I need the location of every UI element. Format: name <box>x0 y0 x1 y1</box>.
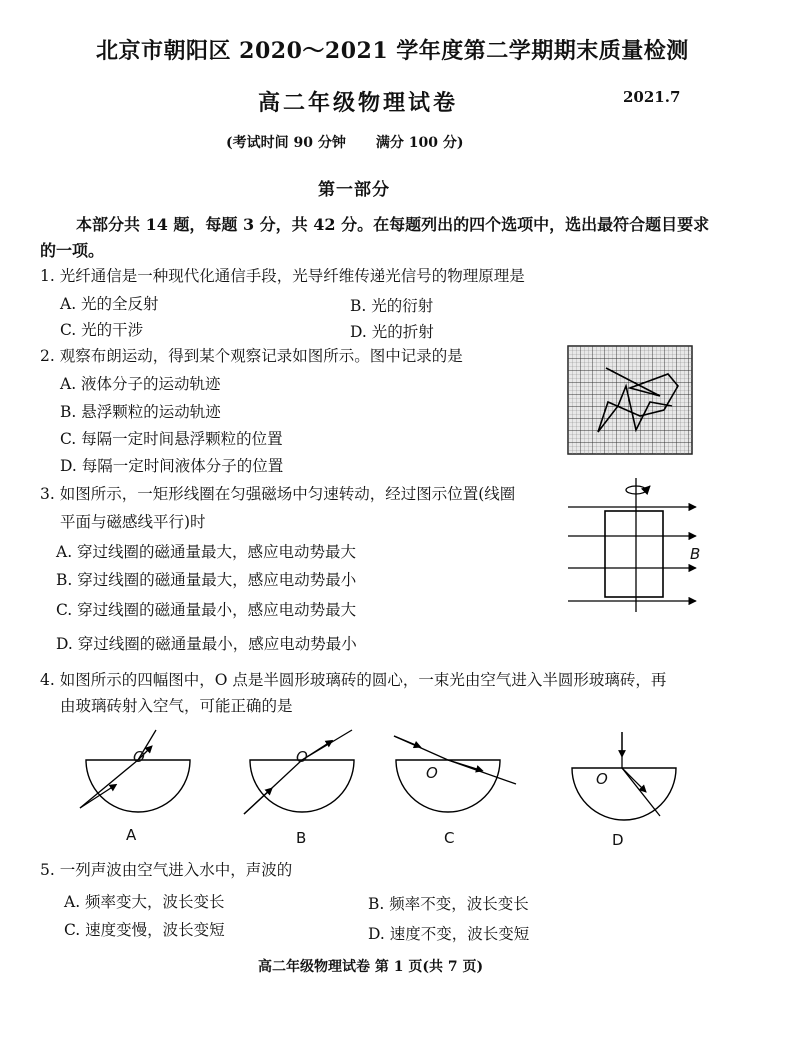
exam-time: (考试时间 90 分钟 <box>226 135 346 151</box>
exam-subtitle: 高二年级物理试卷 <box>258 90 459 116</box>
question-5-option-b: B. 频率不变，波长变长 <box>368 895 529 913</box>
question-5-option-d: D. 速度不变，波长变短 <box>368 925 530 943</box>
figure-label-b: B <box>296 829 307 847</box>
question-3-option-a: A. 穿过线圈的磁通量最大，感应电动势最大 <box>56 543 357 561</box>
question-2-option-a: A. 液体分子的运动轨迹 <box>60 375 221 393</box>
question-3-stem-line-2: 平面与磁感线平行)时 <box>60 513 206 531</box>
center-o-label-b: O <box>296 748 308 766</box>
question-3-option-d: D. 穿过线圈的磁通量最小，感应电动势最小 <box>56 635 357 653</box>
question-3-option-b: B. 穿过线圈的磁通量最大，感应电动势最小 <box>56 571 357 589</box>
exam-title: 北京市朝阳区 2020～2021 学年度第二学期期末质量检测 <box>96 38 689 64</box>
question-4-stem-line-1: 4. 如图所示的四幅图中，O 点是半圆形玻璃砖的圆心，一束光由空气进入半圆形玻璃砖，再 <box>40 671 667 689</box>
rotating-coil-figure <box>568 478 708 628</box>
full-score: 满分 100 分) <box>375 135 464 151</box>
question-3-stem-line-1: 3. 如图所示，一矩形线圈在匀强磁场中匀速转动，经过图示位置(线圈 <box>40 485 516 503</box>
brownian-motion-figure <box>568 346 692 454</box>
figure-label-a: A <box>126 826 137 844</box>
page-footer: 高二年级物理试卷 第 1 页(共 7 页) <box>258 959 484 975</box>
question-1-option-a: A. 光的全反射 <box>60 295 159 313</box>
refraction-figure-c <box>388 728 518 818</box>
figure-label-d: D <box>612 831 624 849</box>
question-2-option-c: C. 每隔一定时间悬浮颗粒的位置 <box>60 430 283 448</box>
section-title: 第一部分 <box>318 180 390 200</box>
center-o-label-c: O <box>426 764 438 782</box>
section-intro-line-1: 本部分共 14 题，每题 3 分，共 42 分。在每题列出的四个选项中，选出最符合题目要求 <box>76 215 710 234</box>
section-intro-line-2: 的一项。 <box>40 241 105 260</box>
question-2-stem: 2. 观察布朗运动，得到某个观察记录如图所示。图中记录的是 <box>40 347 463 365</box>
question-3-option-c: C. 穿过线圈的磁通量最小，感应电动势最大 <box>56 601 357 619</box>
refraction-figure-b <box>240 728 360 818</box>
figure-label-c: C <box>444 829 455 847</box>
question-1-option-c: C. 光的干涉 <box>60 321 144 339</box>
exam-info <box>226 132 463 152</box>
question-1-option-b: B. 光的衍射 <box>350 297 434 315</box>
question-5-stem: 5. 一列声波由空气进入水中，声波的 <box>40 861 293 879</box>
center-o-label-a: O <box>133 748 145 766</box>
refraction-figure-d <box>566 728 686 820</box>
exam-date: 2021.7 <box>623 88 681 106</box>
refraction-figure-a <box>72 728 192 818</box>
center-o-label-d: O <box>596 770 608 788</box>
question-2-option-d: D. 每隔一定时间液体分子的位置 <box>60 457 284 475</box>
question-2-option-b: B. 悬浮颗粒的运动轨迹 <box>60 403 221 421</box>
question-1-stem: 1. 光纤通信是一种现代化通信手段，光导纤维传递光信号的物理原理是 <box>40 267 525 285</box>
question-5-option-c: C. 速度变慢，波长变短 <box>64 921 225 939</box>
question-1-option-d: D. 光的折射 <box>350 323 434 341</box>
question-5-option-a: A. 频率变大，波长变长 <box>64 893 225 911</box>
question-4-stem-line-2: 由玻璃砖射入空气，可能正确的是 <box>60 697 293 715</box>
magnetic-field-label: B <box>690 545 701 563</box>
